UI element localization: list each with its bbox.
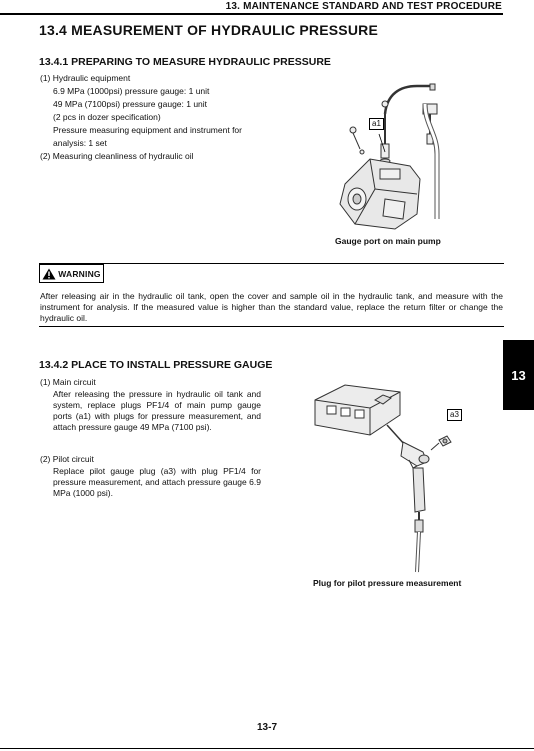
port-label-a1: a1 (369, 118, 384, 130)
warning-bottom-rule (39, 326, 504, 327)
subsection-title-gauge-location: 13.4.2 PLACE TO INSTALL PRESSURE GAUGE (39, 359, 273, 371)
equipment-list (40, 72, 242, 163)
chapter-header: 13. MAINTENANCE STANDARD AND TEST PROCEDURE (225, 1, 502, 12)
warning-icon (42, 268, 56, 280)
bottom-rule (0, 748, 534, 749)
list-item: (2 pcs in dozer specification) (53, 112, 161, 122)
chapter-tab: 13 (503, 340, 534, 410)
item-pilot-circuit-text: Replace pilot gauge plug (a3) with plug PF1/4 for pressure measurement, and attach pressure gauge 6.9 MPa (1000 psi). (53, 466, 261, 498)
figure-caption-pilot: Plug for pilot pressure measurement (313, 578, 462, 588)
header-rule (0, 13, 503, 15)
warning-text: After releasing air in the hydraulic oil tank, open the cover and sample oil in the hydraulic tank, and measure with the instrument for analysis. If the measured value is higher than the standard value, replace the return filter or change the hydraulic oil. (40, 291, 503, 323)
plug-label-a3: a3 (447, 409, 462, 421)
item-main-circuit-heading: (1) Main circuit (40, 377, 96, 387)
list-item: 6.9 MPa (1000psi) pressure gauge: 1 unit (53, 86, 210, 96)
item-main-circuit-text: After releasing the pressure in hydraulic oil tank and system, replace plugs PF1/4 of main pump gauge ports (a1) with plugs for pressure measurement, and attach pressure gauge 49 MPa (7100 psi). (53, 389, 261, 432)
list-item: Pressure measuring equipment and instrument for (53, 125, 242, 135)
warning-top-rule (39, 263, 504, 264)
list-item: 49 MPa (7100psi) pressure gauge: 1 unit (53, 99, 208, 109)
main-pump-figure (325, 74, 505, 232)
warning-badge (39, 264, 104, 283)
figure-caption-pump: Gauge port on main pump (335, 236, 441, 246)
section-title: 13.4 MEASUREMENT OF HYDRAULIC PRESSURE (39, 22, 378, 38)
page-number: 13-7 (256, 722, 277, 733)
list-item: (1) Hydraulic equipment (40, 73, 131, 83)
subsection-title-preparing: 13.4.1 PREPARING TO MEASURE HYDRAULIC PRESSURE (39, 56, 331, 68)
warning-label: WARNING (58, 268, 101, 279)
item-pilot-circuit-heading: (2) Pilot circuit (40, 454, 94, 464)
list-item: (2) Measuring cleanliness of hydraulic oil (40, 151, 194, 161)
list-item: analysis: 1 set (53, 138, 107, 148)
